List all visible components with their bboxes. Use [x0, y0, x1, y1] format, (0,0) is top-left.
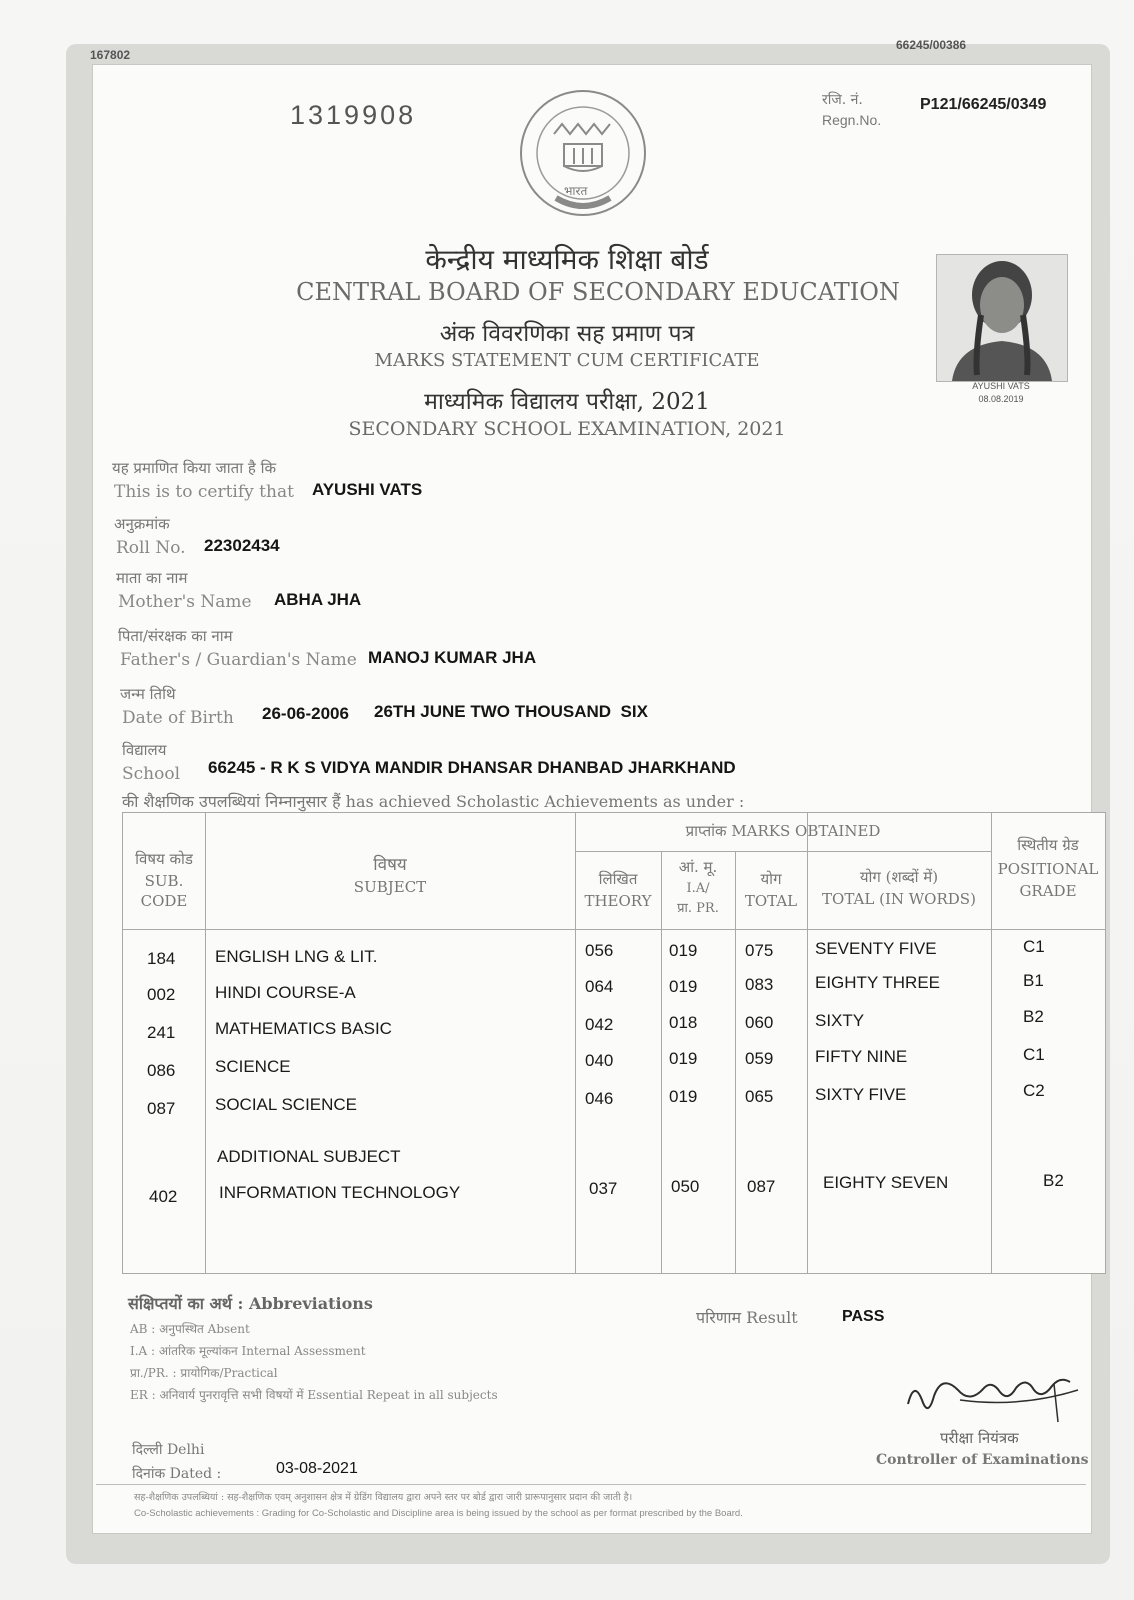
header-theory-english: THEORY	[584, 892, 652, 910]
header-practical: प्रा. PR.	[677, 901, 719, 916]
serial-right: 66245/00386	[896, 38, 967, 52]
controller-title-hindi: परीक्षा नियंत्रक	[940, 1429, 1019, 1447]
co-scholastic-note-english: Co-Scholastic achievements : Grading for Co-Scholastic and Discipline area is being issued by the school as per format prescribed by the Board.	[134, 1508, 743, 1519]
regn-label-en: Regn.No.	[822, 112, 882, 128]
dob-label-hindi: जन्म तिथि	[120, 685, 176, 703]
date-of-birth: 26-06-2006	[262, 704, 349, 723]
roll-number: 22302434	[204, 536, 280, 555]
header-total-words-hindi: योग (शब्दों में)	[859, 868, 939, 886]
achievement-statement: की शैक्षणिक उपलब्धियां निम्नानुसार हैं has achieved Scholastic Achievements as under :	[122, 792, 745, 811]
header-subject-hindi: विषय	[373, 855, 407, 875]
subject-code: 002	[147, 985, 176, 1004]
header-grade-english-2: GRADE	[1019, 882, 1077, 900]
subject-code: 402	[149, 1187, 178, 1206]
header-grade-english-1: POSITIONAL	[997, 860, 1099, 878]
school-label-english: School	[122, 764, 181, 784]
subject-name: MATHEMATICS BASIC	[215, 1019, 392, 1038]
document-title-english: MARKS STATEMENT CUM CERTIFICATE	[374, 350, 760, 371]
footer-divider	[96, 1484, 1086, 1485]
regn-number: P121/66245/0349	[920, 96, 1047, 113]
total-marks: 075	[745, 941, 774, 960]
result-value: PASS	[842, 1308, 885, 1325]
dob-label-english: Date of Birth	[122, 708, 234, 728]
ia-marks: 050	[671, 1177, 700, 1196]
theory-marks: 046	[585, 1089, 614, 1108]
controller-signature	[900, 1360, 1080, 1430]
total-marks: 083	[745, 975, 774, 994]
certify-label-hindi: यह प्रमाणित किया जाता है कि	[112, 459, 276, 477]
certify-label-english: This is to certify that	[114, 482, 294, 502]
ia-marks: 019	[669, 1087, 698, 1106]
issue-date: 03-08-2021	[276, 1460, 358, 1477]
header-grade-hindi: स्थितीय ग्रेड	[1017, 836, 1079, 854]
regn-label-hi: रजि. नं.	[822, 92, 863, 108]
abbreviation-absent: AB : अनुपस्थित Absent	[130, 1322, 250, 1336]
ia-marks: 019	[669, 1049, 698, 1068]
subject-name: INFORMATION TECHNOLOGY	[219, 1183, 461, 1202]
photo-caption-name: AYUSHI VATS	[972, 381, 1030, 391]
board-title-hindi: केन्द्रीय माध्यमिक शिक्षा बोर्ड	[425, 243, 709, 276]
header-ia-english: I.A/	[686, 881, 710, 896]
subject-code: 241	[147, 1023, 176, 1042]
grade: C2	[1023, 1081, 1045, 1100]
father-label-english: Father's / Guardian's Name	[120, 650, 357, 670]
header-ia-hindi: आं. मू.	[678, 858, 718, 876]
grade: B1	[1023, 971, 1044, 990]
subject-code: 086	[147, 1061, 176, 1080]
student-name: AYUSHI VATS	[312, 480, 423, 499]
co-scholastic-note-hindi: सह-शैक्षणिक उपलब्धियां : सह-शैक्षणिक एवम् अनुशासन क्षेत्र में ग्रेडिंग विद्यालय द्वारा अपने स्तर पर बोर्ड द्वारा जारी प्रारूपानुसार प्रदान की जाती है।	[134, 1492, 633, 1503]
header-total-english: TOTAL	[744, 892, 798, 910]
father-name: MANOJ KUMAR JHA	[368, 648, 537, 667]
school-name: 66245 - R K S VIDYA MANDIR DHANSAR DHANBAD JHARKHAND	[208, 758, 736, 777]
ia-marks: 019	[669, 941, 698, 960]
total-in-words: SIXTY FIVE	[815, 1085, 907, 1104]
exam-title-english: SECONDARY SCHOOL EXAMINATION, 2021	[348, 418, 786, 440]
roll-label-hindi: अनुक्रमांक	[114, 515, 170, 533]
header-code-english-1: SUB.	[144, 872, 184, 890]
total-in-words: SIXTY	[815, 1011, 865, 1030]
total-marks: 060	[745, 1013, 774, 1032]
subject-name: SOCIAL SCIENCE	[215, 1095, 358, 1114]
student-photo	[936, 254, 1068, 382]
theory-marks: 064	[585, 977, 614, 996]
theory-marks: 056	[585, 941, 614, 960]
abbreviation-er: ER : अनिवार्य पुनरावृत्ति सभी विषयों में Essential Repeat in all subjects	[130, 1388, 498, 1402]
mother-label-hindi: माता का नाम	[116, 569, 188, 587]
document-title-hindi: अंक विवरणिका सह प्रमाण पत्र	[439, 321, 695, 347]
controller-title-english: Controller of Examinations	[876, 1452, 1089, 1468]
board-title-english: CENTRAL BOARD OF SECONDARY EDUCATION	[296, 278, 900, 306]
cbse-emblem-icon	[516, 86, 650, 220]
total-marks: 059	[745, 1049, 774, 1068]
result-label: परिणाम Result	[696, 1308, 798, 1327]
total-in-words: EIGHTY THREE	[815, 973, 941, 992]
header-subject-english: SUBJECT	[353, 878, 427, 896]
certificate-number: 1319908	[290, 100, 417, 130]
header-marks-obtained: प्राप्तांक MARKS OBTAINED	[685, 822, 881, 840]
abbreviations-title: संक्षिप्तयों का अर्थ : Abbreviations	[128, 1294, 373, 1313]
serial-left: 167802	[90, 48, 131, 62]
header-code-hindi: विषय कोड	[135, 850, 193, 868]
ia-marks: 019	[669, 977, 698, 996]
header-total-hindi: योग	[760, 870, 782, 888]
additional-subject-label: ADDITIONAL SUBJECT	[217, 1147, 401, 1166]
exam-title-hindi: माध्यमिक विद्यालय परीक्षा, 2021	[424, 389, 710, 415]
mother-label-english: Mother's Name	[118, 592, 252, 612]
date-of-birth-words: 26TH JUNE TWO THOUSAND SIX	[374, 702, 648, 721]
ia-marks: 018	[669, 1013, 698, 1032]
subject-name: ENGLISH LNG & LIT.	[215, 947, 378, 966]
school-label-hindi: विद्यालय	[122, 741, 167, 759]
theory-marks: 037	[589, 1179, 618, 1198]
total-marks: 065	[745, 1087, 774, 1106]
header-code-english-2: CODE	[140, 892, 188, 910]
header-theory-hindi: लिखित	[598, 870, 638, 888]
grade: B2	[1043, 1171, 1064, 1190]
grade: C1	[1023, 1045, 1045, 1064]
header-total-words-english: TOTAL (IN WORDS)	[822, 890, 976, 908]
abbreviation-practical: प्रा./PR. : प्रायोगिक/Practical	[130, 1366, 278, 1380]
subject-code: 087	[147, 1099, 176, 1118]
total-in-words: FIFTY NINE	[815, 1047, 908, 1066]
photo-caption-date: 08.08.2019	[978, 394, 1024, 404]
theory-marks: 042	[585, 1015, 614, 1034]
grade: B2	[1023, 1007, 1044, 1026]
roll-label-english: Roll No.	[116, 538, 186, 558]
father-label-hindi: पिता/संरक्षक का नाम	[118, 627, 233, 645]
subject-code: 184	[147, 949, 176, 968]
place: दिल्ली Delhi	[132, 1442, 205, 1458]
subject-name: HINDI COURSE-A	[215, 983, 356, 1002]
grade: C1	[1023, 937, 1045, 956]
abbreviation-ia: I.A : आंतरिक मूल्यांकन Internal Assessment	[130, 1344, 366, 1358]
total-in-words: EIGHTY SEVEN	[823, 1173, 949, 1192]
total-marks: 087	[747, 1177, 776, 1196]
mother-name: ABHA JHA	[274, 590, 362, 609]
theory-marks: 040	[585, 1051, 614, 1070]
subject-name: SCIENCE	[215, 1057, 291, 1076]
emblem-text: भारत	[564, 184, 588, 198]
total-in-words: SEVENTY FIVE	[815, 939, 937, 958]
dated-label: दिनांक Dated :	[132, 1466, 222, 1482]
marks-table	[122, 812, 1106, 1274]
